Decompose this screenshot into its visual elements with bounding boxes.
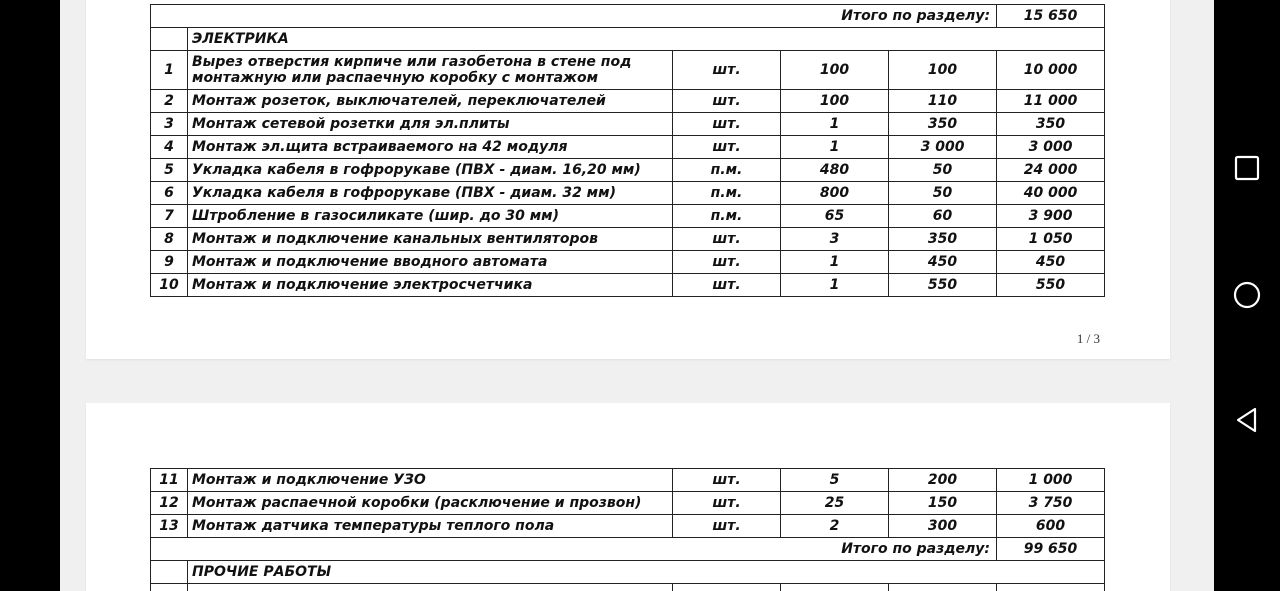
work-name: Монтаж сетевой розетки для эл.плиты [188,113,673,136]
quantity: 2 [781,515,889,538]
price: 60 [889,205,997,228]
unit: шт. [673,515,781,538]
quantity: 3 [781,228,889,251]
table-row [151,274,1105,297]
price: 150 [889,492,997,515]
work-name: Укладка кабеля в гофрорукаве (ПВХ - диам. 32 мм) [188,182,673,205]
price: 550 [889,274,997,297]
recent-apps-icon[interactable] [1231,152,1263,184]
price: 300 [889,515,997,538]
section-total-row-partial [151,5,1105,28]
row-number: 13 [151,515,188,538]
page-indicator: 1 / 3 [1076,331,1100,346]
work-name: Монтаж эл.щита встраиваемого на 42 модуля [188,136,673,159]
row-number: 10 [151,274,188,297]
section-total-row [151,538,1105,561]
price: 200 [889,469,997,492]
price: 350 [889,113,997,136]
work-name: Штробление в газосиликате (шир. до 30 мм) [188,205,673,228]
unit: шт. [673,228,781,251]
price: 3 000 [889,136,997,159]
amount: 1 000 [997,469,1105,492]
row-number: 12 [151,492,188,515]
row-number: 4 [151,136,188,159]
unit: п.м. [673,159,781,182]
quantity: 100 [781,90,889,113]
row-number: 6 [151,182,188,205]
unit: п.м. [673,205,781,228]
work-name: Монтаж датчика температуры теплого пола [188,515,673,538]
unit: шт. [673,136,781,159]
amount: 450 [997,251,1105,274]
row-number: 8 [151,228,188,251]
document-page-2 [86,403,1170,591]
quantity: 25 [781,492,889,515]
section-title: ПРОЧИЕ РАБОТЫ [188,561,1105,584]
table-row [151,584,1105,591]
amount: 350 [997,113,1105,136]
document-page-1 [86,0,1170,359]
work-name: Вырез отверстия кирпиче или газобетона в стене под монтажную или распаечную коробку с монтажом [188,51,673,90]
system-navigation-bar [1214,0,1280,591]
quantity: 1 [781,136,889,159]
unit: шт. [673,51,781,90]
amount: 11 000 [997,90,1105,113]
amount: 550 [997,274,1105,297]
work-name: Монтаж розеток, выключателей, переключателей [188,90,673,113]
table-row [151,228,1105,251]
section-title-row [151,28,1105,51]
amount: 600 [997,515,1105,538]
table-row [151,515,1105,538]
table-row [151,113,1105,136]
section-total-value: 15 650 [997,5,1105,28]
quantity: 65 [781,205,889,228]
unit: шт. [673,90,781,113]
price: 50 [889,159,997,182]
work-name: Укладка кабеля в гофрорукаве (ПВХ - диам. 16,20 мм) [188,159,673,182]
table-row [151,469,1105,492]
row-number: 9 [151,251,188,274]
price: 50 [889,182,997,205]
table-row [151,90,1105,113]
home-icon[interactable] [1231,279,1263,311]
back-icon[interactable] [1231,404,1263,436]
price: 350 [889,228,997,251]
table-row [151,205,1105,228]
row-number: 7 [151,205,188,228]
section-title: ЭЛЕКТРИКА [188,28,1105,51]
price: 450 [889,251,997,274]
estimate-table-page-1 [150,4,1105,297]
quantity: 1 [781,274,889,297]
unit: шт. [673,251,781,274]
work-name: Монтаж и подключение вводного автомата [188,251,673,274]
section-total-value: 99 650 [997,538,1105,561]
amount: 3 900 [997,205,1105,228]
table-row [151,51,1105,90]
quantity: 480 [781,159,889,182]
quantity: 800 [781,182,889,205]
table-row [151,136,1105,159]
row-number: 11 [151,469,188,492]
amount: 3 750 [997,492,1105,515]
next-section-title-row [151,561,1105,584]
unit: шт. [673,492,781,515]
unit: шт. [673,274,781,297]
table-row [151,251,1105,274]
work-name: Монтаж распаечной коробки (расключение и прозвон) [188,492,673,515]
amount: 10 000 [997,51,1105,90]
work-name: Монтаж и подключение электросчетчика [188,274,673,297]
amount: 24 000 [997,159,1105,182]
table-row [151,182,1105,205]
quantity: 1 [781,113,889,136]
work-name: Монтаж и подключение канальных вентиляторов [188,228,673,251]
unit: шт. [673,113,781,136]
quantity: 100 [781,51,889,90]
amount: 40 000 [997,182,1105,205]
unit: шт. [673,469,781,492]
section-total-label: Итого по разделу: [151,5,997,28]
table-row [151,492,1105,515]
document-viewer[interactable] [60,0,1214,591]
row-number: 5 [151,159,188,182]
row-number: 3 [151,113,188,136]
section-total-label: Итого по разделу: [151,538,997,561]
price: 100 [889,51,997,90]
row-number: 1 [151,51,188,90]
row-number: 2 [151,90,188,113]
work-name: Монтаж и подключение УЗО [188,469,673,492]
quantity: 5 [781,469,889,492]
estimate-table-page-2 [150,468,1105,591]
amount: 3 000 [997,136,1105,159]
quantity: 1 [781,251,889,274]
table-row [151,159,1105,182]
unit: п.м. [673,182,781,205]
price: 110 [889,90,997,113]
amount: 1 050 [997,228,1105,251]
